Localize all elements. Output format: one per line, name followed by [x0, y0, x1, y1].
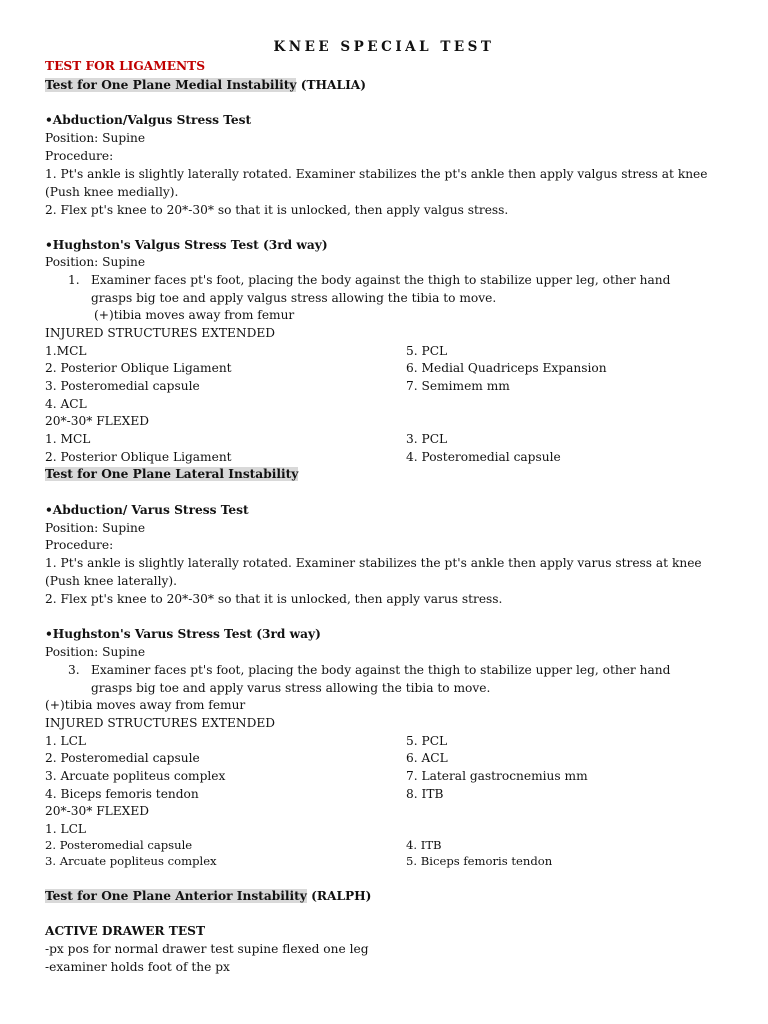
medial-extended-left-3: 3. Posteromedial capsule: [45, 379, 200, 393]
hughston-varus-position: Position: Supine: [45, 645, 146, 659]
lateral-extended-right-3: 7. Lateral gastrocnemius mm: [406, 769, 588, 783]
lateral-extended-right-2: 6. ACL: [406, 751, 448, 765]
medial-extended-left-2: 2. Posterior Oblique Ligament: [45, 361, 232, 375]
hughston-valgus-step-a: Examiner faces pt's foot, placing the body against the thigh to stabilize upper leg, other hand: [91, 273, 671, 287]
lateral-heading-line: [45, 466, 298, 483]
active-drawer-line-2: -examiner holds foot of the px: [45, 960, 230, 974]
hughston-varus-step-b: grasps big toe and apply varus stress allowing the tibia to move.: [91, 681, 491, 695]
valgus-procedure-label: Procedure:: [45, 149, 114, 163]
lateral-flexed-left-3: 3. Arcuate popliteus complex: [45, 854, 217, 868]
active-drawer-title: ACTIVE DRAWER TEST: [45, 924, 206, 938]
valgus-step-2: 2. Flex pt's knee to 20*-30* so that it is unlocked, then apply valgus stress.: [45, 203, 509, 217]
medial-flexed-left-1: 1. MCL: [45, 432, 91, 446]
lateral-flexed-right-2: 5. Biceps femoris tendon: [406, 854, 553, 868]
lateral-flexed-left-1: 1. LCL: [45, 822, 87, 836]
varus-position: Position: Supine: [45, 521, 146, 535]
hughston-varus-step-a: Examiner faces pt's foot, placing the body against the thigh to stabilize upper leg, other hand: [91, 663, 671, 677]
varus-procedure-label: Procedure:: [45, 538, 114, 552]
lateral-flexed-right-1: 4. ITB: [406, 838, 442, 852]
medial-flexed-left-2: 2. Posterior Oblique Ligament: [45, 450, 232, 464]
lateral-flexed-left-2: 2. Posteromedial capsule: [45, 838, 193, 852]
hughston-valgus-title: •Hughston's Valgus Stress Test (3rd way): [45, 238, 328, 252]
varus-stress-title: •Abduction/ Varus Stress Test: [45, 503, 249, 517]
lateral-flexed-heading: 20*-30* FLEXED: [45, 804, 149, 818]
hughston-varus-result: (+)tibia moves away from femur: [45, 698, 246, 712]
medial-extended-left-4: 4. ACL: [45, 397, 87, 411]
hughston-valgus-step-number: 1.: [68, 273, 80, 287]
medial-flexed-heading: 20*-30* FLEXED: [45, 414, 149, 428]
lateral-extended-left-3: 3. Arcuate popliteus complex: [45, 769, 226, 783]
medial-injured-heading: INJURED STRUCTURES EXTENDED: [45, 326, 276, 340]
lateral-extended-left-4: 4. Biceps femoris tendon: [45, 787, 199, 801]
active-drawer-line-1: -px pos for normal drawer test supine flexed one leg: [45, 942, 369, 956]
medial-extended-right-3: 7. Semimem mm: [406, 379, 510, 393]
anterior-heading-line: [45, 888, 371, 905]
lateral-extended-left-1: 1. LCL: [45, 734, 87, 748]
lateral-injured-heading: INJURED STRUCTURES EXTENDED: [45, 716, 276, 730]
lateral-heading: Test for One Plane Lateral Instability: [45, 467, 299, 481]
anterior-heading: Test for One Plane Anterior Instability: [45, 889, 307, 903]
lateral-extended-right-1: 5. PCL: [406, 734, 448, 748]
anterior-heading-suffix: (RALPH): [306, 889, 372, 903]
medial-extended-right-2: 6. Medial Quadriceps Expansion: [406, 361, 607, 375]
medial-extended-left-1: 1.MCL: [45, 344, 87, 358]
lateral-extended-left-2: 2. Posteromedial capsule: [45, 751, 200, 765]
medial-flexed-right-2: 4. Posteromedial capsule: [406, 450, 561, 464]
hughston-valgus-step-b: grasps big toe and apply valgus stress allowing the tibia to move.: [91, 291, 497, 305]
hughston-valgus-result: (+)tibia moves away from femur: [94, 308, 295, 322]
hughston-varus-step-number: 3.: [68, 663, 80, 677]
valgus-step-1a: 1. Pt's ankle is slightly laterally rotated. Examiner stabilizes the pt's ankle then apply valgus stress at knee: [45, 167, 708, 181]
valgus-position: Position: Supine: [45, 131, 146, 145]
section-heading-ligaments: TEST FOR LIGAMENTS: [45, 59, 206, 73]
medial-heading: Test for One Plane Medial Instability: [45, 78, 297, 92]
varus-step-1a: 1. Pt's ankle is slightly laterally rotated. Examiner stabilizes the pt's ankle then apply varus stress at knee: [45, 556, 702, 570]
hughston-varus-title: •Hughston's Varus Stress Test (3rd way): [45, 627, 321, 641]
varus-step-2: 2. Flex pt's knee to 20*-30* so that it is unlocked, then apply varus stress.: [45, 592, 503, 606]
varus-step-1b: (Push knee laterally).: [45, 574, 177, 588]
medial-heading-suffix: (THALIA): [296, 78, 367, 92]
valgus-stress-title: •Abduction/Valgus Stress Test: [45, 113, 252, 127]
medial-heading-line: [45, 77, 366, 94]
valgus-step-1b: (Push knee medially).: [45, 185, 179, 199]
hughston-valgus-position: Position: Supine: [45, 255, 146, 269]
medial-flexed-right-1: 3. PCL: [406, 432, 448, 446]
medial-extended-right-1: 5. PCL: [406, 344, 448, 358]
lateral-extended-right-4: 8. ITB: [406, 787, 444, 801]
page-title: KNEE SPECIAL TEST: [273, 39, 495, 55]
